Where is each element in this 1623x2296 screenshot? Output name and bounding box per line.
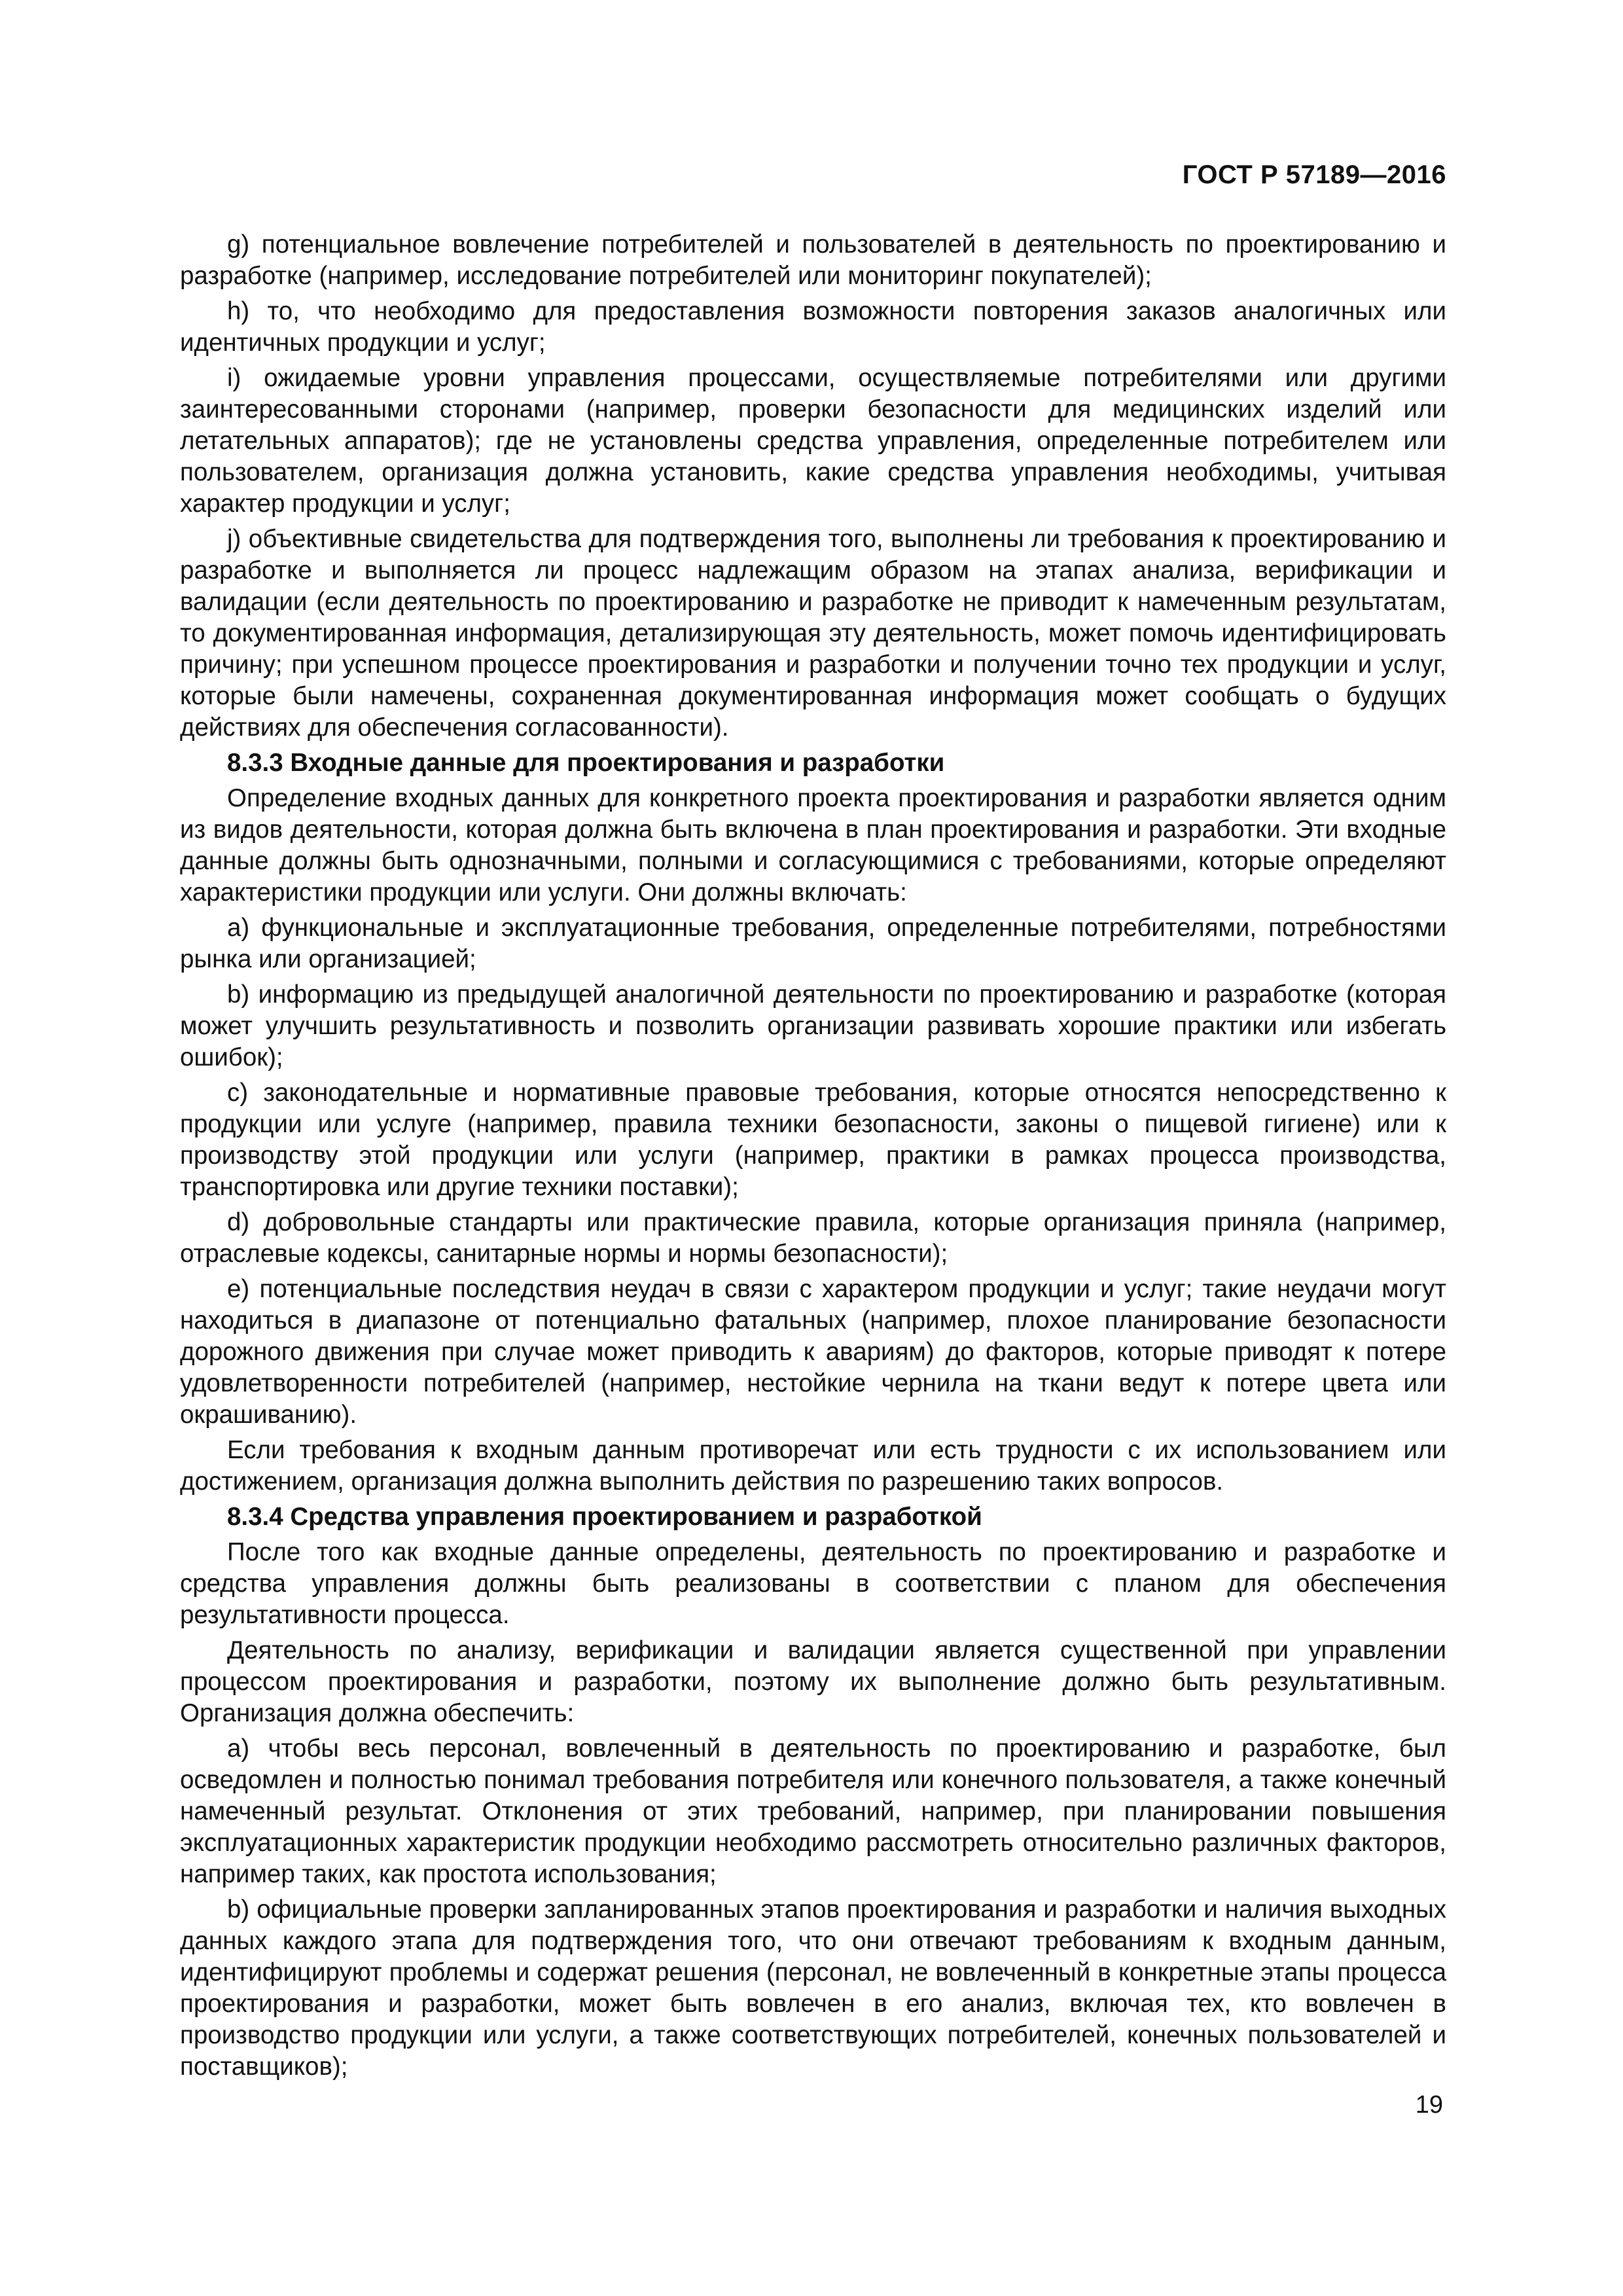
page-number: 19 bbox=[1415, 2091, 1443, 2119]
section-heading-8-3-4: 8.3.4 Средства управления проектированием и разработкой bbox=[227, 1503, 982, 1531]
list-item-g: g) потенциальное вовлечение потребителей и пользователей в деятельность по проектированию и разработке (например, исследование потребителей или мониторинг покупателей); bbox=[180, 230, 1446, 290]
list-item-b-reviews: b) официальные проверки запланированных этапов проектирования и разработки и наличия выходных данных каждого этапа для подтверждения того, что они отвечают требованиям к входным данным, идентифицируют проблемы и содержат решения (персонал, не вовлеченный в конкретные этапы процесса проектирования и разработки, может быть вовлечен в его анализ, включая тех, кто вовлечен в производство продукции или услуги, а также соответствующих потребителей, конечных пользователей и поставщиков); bbox=[180, 1895, 1446, 2081]
section-heading-8-3-3: 8.3.3 Входные данные для проектирования и разработки bbox=[227, 749, 945, 777]
document-body bbox=[180, 229, 1446, 2087]
list-item-a-personnel: a) чтобы весь персонал, вовлеченный в деятельность по проектированию и разработке, был осведомлен и полностью понимал требования потребителя или конечного пользователя, а также конечный намеченный результат. Отклонения от этих требований, например, при планировании повышения эксплуатационных характеристик продукции необходимо рассмотреть относительно различных факторов, например таких, как простота использования; bbox=[180, 1734, 1446, 1888]
paragraph-controls-intro: После того как входные данные определены, деятельность по проектированию и разработке и средства управления должны быть реализованы в соответствии с планом для обеспечения результативности процесса. bbox=[180, 1538, 1446, 1629]
list-item-d: d) добровольные стандарты или практические правила, которые организация приняла (например, отраслевые кодексы, санитарные нормы и нормы безопасности); bbox=[180, 1208, 1446, 1268]
paragraph-review-activities: Деятельность по анализу, верификации и валидации является существенной при управлении процессом проектирования и разработки, поэтому их выполнение должно быть результативным. Организация должна обеспечить: bbox=[180, 1636, 1446, 1727]
list-item-a: a) функциональные и эксплуатационные требования, определенные потребителями, потребностями рынка или организацией; bbox=[180, 914, 1446, 973]
standard-designation: ГОСТ Р 57189—2016 bbox=[1182, 160, 1446, 189]
list-item-e: e) потенциальные последствия неудач в связи с характером продукции и услуг; такие неудачи могут находиться в диапазоне от потенциально фатальных (например, плохое планирование безопасности дорожного движения при случае может приводить к авариям) до факторов, которые приводят к потере удовлетворенности потребителей (например, нестойкие чернила на ткани ведут к потере цвета или окрашиванию). bbox=[180, 1275, 1446, 1429]
list-item-j: j) объективные свидетельства для подтверждения того, выполнены ли требования к проектированию и разработке и выполняется ли процесс надлежащим образом на этапах анализа, верификации и валидации (если деятельность по проектированию и разработке не приводит к намеченным результатам, то документированная информация, детализирующая эту деятельность, может помочь идентифицировать причину; при успешном процессе проектирования и разработки и получении точно тех продукции и услуг, которые были намечены, сохраненная документированная информация может сообщать о будущих действиях для обеспечения согласованности). bbox=[180, 525, 1446, 742]
list-item-i: i) ожидаемые уровни управления процессами, осуществляемые потребителями или другими заинтересованными сторонами (например, проверки безопасности для медицинских изделий или летательных аппаратов); где не установлены средства управления, определенные потребителем или пользователем, организация должна установить, какие средства управления необходимы, учитывая характер продукции и услуг; bbox=[180, 364, 1446, 518]
list-item-h: h) то, что необходимо для предоставления возможности повторения заказов аналогичных или идентичных продукции и услуг; bbox=[180, 297, 1446, 357]
list-item-b: b) информацию из предыдущей аналогичной деятельности по проектированию и разработке (которая может улучшить результативность и позволить организации развивать хорошие практики или избегать ошибок); bbox=[180, 980, 1446, 1071]
paragraph-input-definition: Определение входных данных для конкретного проекта проектирования и разработки является одним из видов деятельности, которая должна быть включена в план проектирования и разработки. Эти входные данные должны быть однозначными, полными и согласующимися с требованиями, которые определяют характеристики продукции или услуги. Они должны включать: bbox=[180, 784, 1446, 906]
paragraph-conflicts: Если требования к входным данным противоречат или есть трудности с их использованием или достижением, организация должна выполнить действия по разрешению таких вопросов. bbox=[180, 1436, 1446, 1496]
list-item-c: c) законодательные и нормативные правовые требования, которые относятся непосредственно к продукции или услуге (например, правила техники безопасности, законы о пищевой гигиене) или к производству этой продукции или услуги (например, практики в рамках процесса производства, транспортировка или другие техники поставки); bbox=[180, 1079, 1446, 1201]
